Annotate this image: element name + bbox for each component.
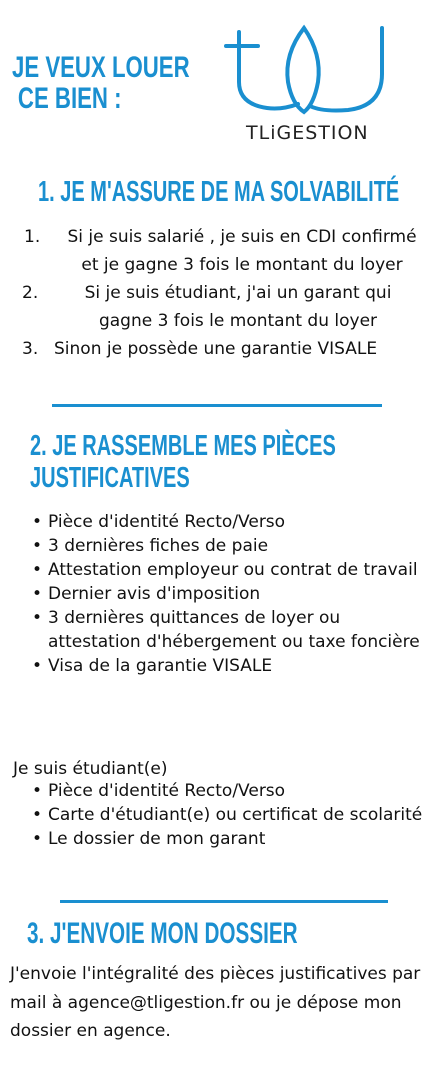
divider (60, 900, 388, 903)
section3-heading: 3. J'ENVOIE MON DOSSIER (27, 917, 298, 950)
section2-heading-line-1: 2. JE RASSEMBLE MES PIÈCES (30, 430, 336, 462)
headline-line-2: CE BIEN : (17, 82, 122, 115)
solvency-list (14, 223, 424, 363)
list-item: • Attestation employeur ou contrat de travail (28, 558, 424, 582)
brand-name: TLiGESTION (246, 122, 369, 144)
list-item-number: 2. (22, 283, 39, 303)
student-label: Je suis étudiant(e) (13, 759, 168, 779)
list-item-number: 3. (22, 339, 39, 359)
page-headline (12, 52, 190, 114)
list-item (14, 335, 424, 363)
list-item: • Visa de la garantie VISALE (28, 654, 424, 678)
list-item-text: Si je suis étudiant, j'ai un garant qui gagne 3 fois le montant du loyer (84, 283, 392, 331)
section2-heading-line-2: JUSTIFICATIVES (30, 462, 190, 494)
section2-heading (30, 430, 336, 494)
list-item: • Dernier avis d'imposition (28, 582, 424, 606)
documents-list (28, 510, 424, 678)
list-item-number: 1. (24, 227, 41, 247)
list-item-text: Si je suis salarié , je suis en CDI confirmé et je gagne 3 fois le montant du loyer (67, 227, 417, 275)
send-dossier-text: J'envoie l'intégralité des pièces justificatives par mail à agence@tligestion.fr ou je dépose mon dossier en agence. (10, 964, 421, 1041)
list-item (14, 223, 424, 279)
section1-heading: 1. JE M'ASSURE DE MA SOLVABILITÉ (38, 176, 400, 208)
list-item: • Pièce d'identité Recto/Verso (28, 779, 424, 803)
divider (52, 404, 382, 407)
list-item (14, 279, 424, 335)
list-item-text: Sinon je possède une garantie VISALE (54, 339, 378, 359)
list-item: • Carte d'étudiant(e) ou certificat de scolarité (28, 803, 424, 827)
headline-line-1: JE VEUX LOUER (12, 51, 190, 84)
student-documents-list (28, 779, 424, 851)
list-item: • 3 dernières fiches de paie (28, 534, 424, 558)
list-item: • 3 dernières quittances de loyer ou attestation d'hébergement ou taxe foncière (28, 606, 424, 654)
list-item: • Pièce d'identité Recto/Verso (28, 510, 424, 534)
list-item: • Le dossier de mon garant (28, 827, 424, 851)
